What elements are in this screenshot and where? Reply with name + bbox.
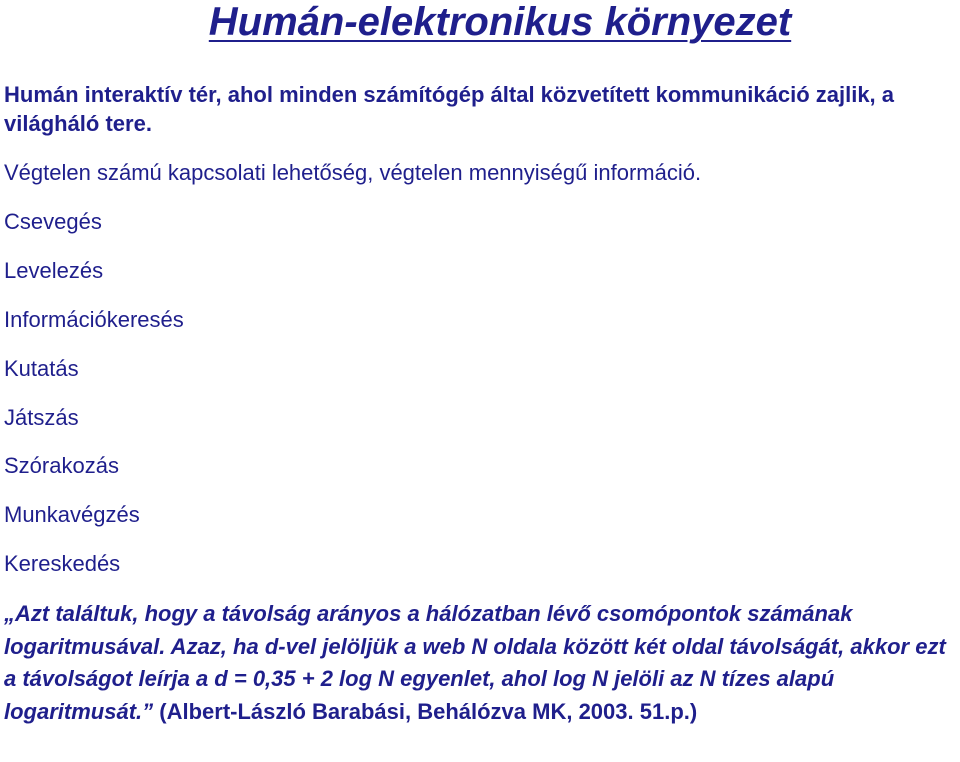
list-item-chat: Csevegés (4, 209, 102, 234)
list-item-work: Munkavégzés (4, 502, 140, 528)
activity-list (4, 208, 184, 599)
list-item-entertainment: Szórakozás (4, 453, 119, 479)
quote-text: „Azt találtuk, hogy a távolság arányos a hálózatban lévő csomópontok számának logaritmusával. Azaz, ha d-vel jelöljük a web N oldala között két oldal távolságát, akkor ezt a távolságot leírja a d = 0,35 + 2 log N egyenlet, ahol log N jelöli az N tízes alapú logaritmusát.” (4, 601, 946, 724)
list-item-commerce: Kereskedés (4, 551, 121, 577)
intro-paragraph: Humán interaktív tér, ahol minden számítógép által közvetített kommunikáció zajlik, a világháló tere. (4, 82, 895, 136)
list-item-email: Levelezés (4, 257, 104, 283)
list-item-information-search: Információkeresés (4, 306, 184, 332)
quote-citation: (Albert-László Barabási, Behálózva MK, 2003. 51.p.) (153, 698, 698, 724)
page-title: Humán-elektronikus környezet (208, 0, 792, 44)
list-item-gaming: Játszás (4, 404, 79, 430)
infinite-possibilities-line: Végtelen számú kapcsolati lehetőség, végtelen mennyiségű információ. (4, 160, 702, 185)
barabasi-quote (4, 598, 954, 728)
list-item-research: Kutatás (4, 355, 79, 381)
